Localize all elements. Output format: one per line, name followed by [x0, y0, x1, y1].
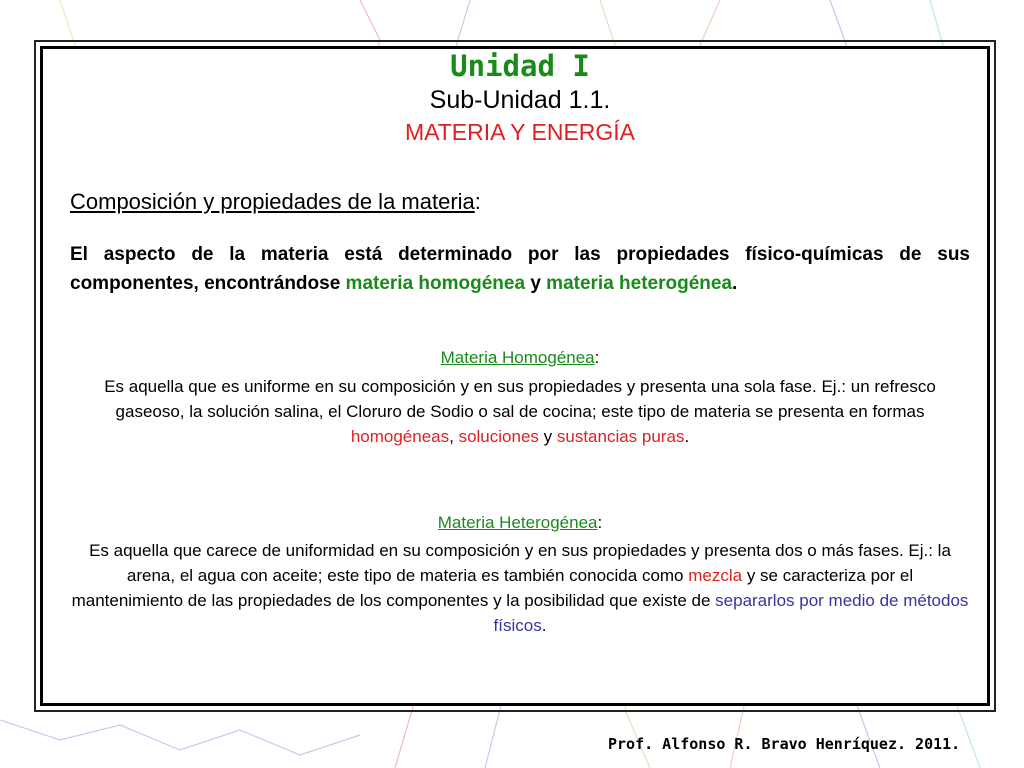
topic-title: MATERIA Y ENERGÍA — [404, 119, 636, 145]
intro-text: El aspecto de la materia está determinado por las propiedades físico-químicas de sus componentes, encontrándose — [70, 244, 970, 294]
heterogenea-end: . — [541, 616, 547, 635]
intro-paragraph — [70, 240, 970, 298]
heterogenea-term-1: mezcla — [688, 566, 743, 585]
homogenea-heading — [70, 348, 970, 368]
heterogenea-paragraph — [70, 538, 970, 638]
intro-term-heterogenea: materia heterogénea — [546, 273, 733, 294]
heterogenea-heading-text: Materia Heterogénea — [437, 513, 598, 532]
author-footer: Prof. Alfonso R. Bravo Henríquez. 2011. — [608, 735, 961, 753]
heterogenea-heading-colon: : — [597, 513, 603, 532]
heterogenea-term-2: separarlos por medio de métodos físicos — [493, 591, 969, 635]
heterogenea-text-b: y se caracteriza por el mantenimiento de las propiedades de los componentes y la posibilidad que existe de — [71, 566, 914, 610]
homogenea-end: . — [684, 427, 690, 446]
homogenea-paragraph — [70, 374, 970, 449]
homogenea-sep-2: y — [538, 427, 557, 446]
homogenea-text: Es aquella que es uniforme en su composición y en sus propiedades y presenta una sola fase. Ej.: un refresco gaseoso, la solución salina, el Cloruro de Sodio o sal de cocina; este tipo de materia se presenta en formas — [104, 377, 936, 421]
slide-content — [70, 48, 970, 635]
intro-term-homogenea: materia homogénea — [345, 273, 526, 294]
intro-end: . — [732, 273, 738, 294]
unit-title: Unidad I — [450, 49, 590, 83]
heterogenea-heading — [70, 513, 970, 533]
homogenea-term-3: sustancias puras — [556, 427, 685, 446]
homogenea-sep-1: , — [449, 427, 459, 446]
homogenea-heading-colon: : — [594, 348, 600, 367]
intro-and: y — [525, 273, 547, 294]
subunit-title: Sub-Unidad 1.1. — [429, 86, 611, 114]
homogenea-term-2: soluciones — [458, 427, 539, 446]
section-heading-colon: : — [474, 189, 481, 214]
homogenea-heading-text: Materia Homogénea — [440, 348, 595, 367]
heterogenea-text: Es aquella que carece de uniformidad en su composición y en sus propiedades y presenta dos o más fases. Ej.: la arena, el agua con aceite; este tipo de materia es también conocida como — [89, 541, 951, 585]
section-heading — [70, 189, 481, 215]
section-heading-text: Composición y propiedades de la materia — [70, 189, 475, 214]
homogenea-term-1: homogéneas — [350, 427, 450, 446]
